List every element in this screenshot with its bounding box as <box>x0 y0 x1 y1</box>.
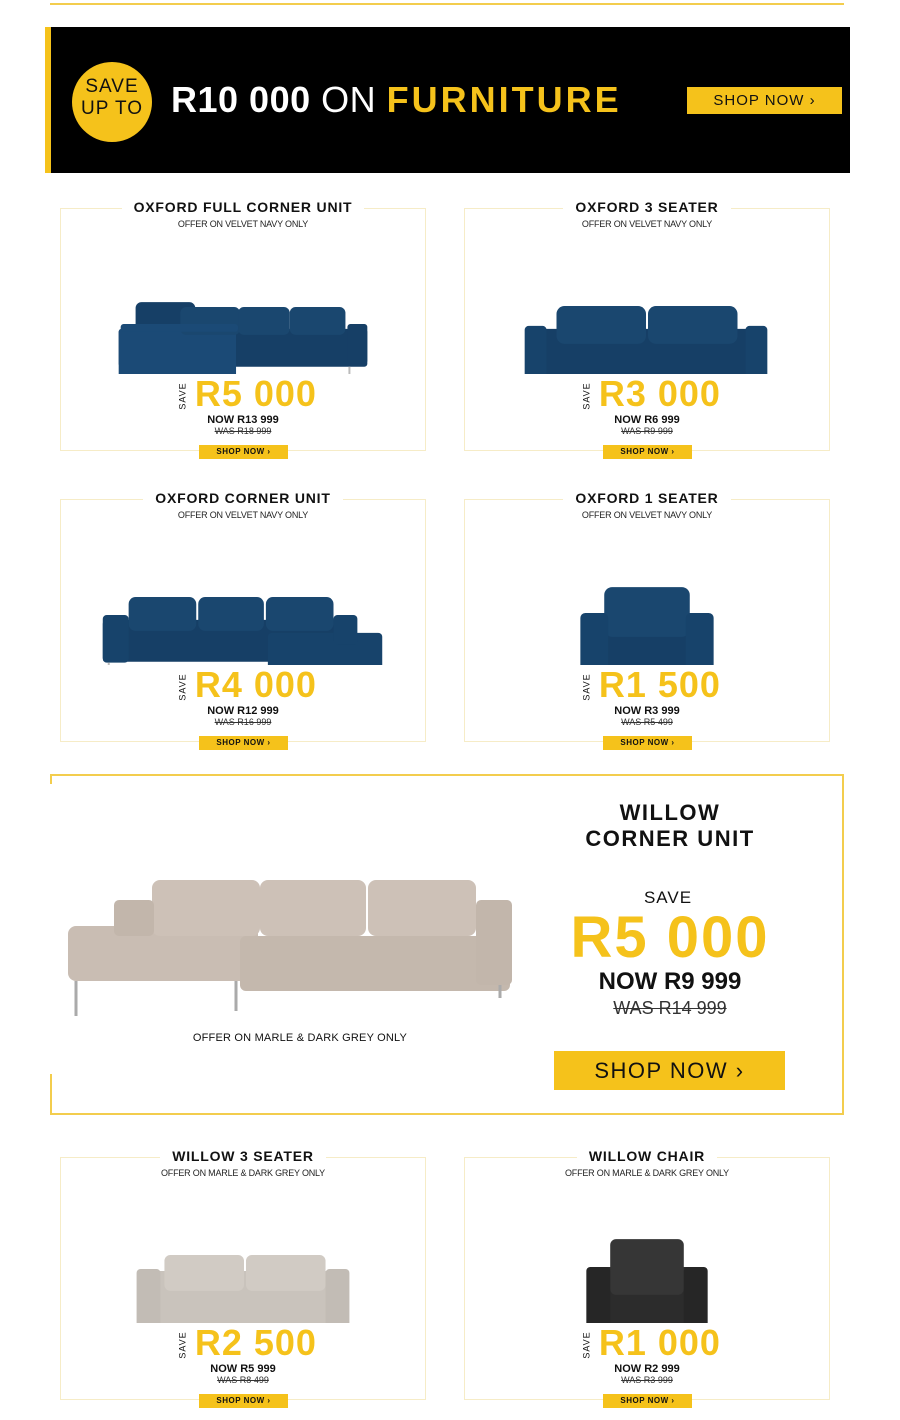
save-amount: R1 500 <box>598 664 721 705</box>
save-badge <box>72 62 152 142</box>
sofa-image[interactable] <box>61 545 425 665</box>
save-label: SAVE <box>177 673 188 701</box>
sofa-image[interactable] <box>61 1203 425 1323</box>
save-row <box>61 664 425 706</box>
save-amount: R1 000 <box>598 1322 721 1363</box>
top-divider <box>50 0 844 5</box>
product-offer-note: OFFER ON VELVET NAVY ONLY <box>177 219 309 229</box>
save-label: SAVE <box>177 382 188 410</box>
chair-image[interactable] <box>465 545 829 665</box>
was-price: WAS R5 499 <box>621 717 673 727</box>
banner-shop-now-button[interactable]: SHOP NOW › <box>687 87 842 114</box>
save-row <box>61 1322 425 1364</box>
save-amount: R2 500 <box>194 1322 317 1363</box>
product-card-willow-3-seater[interactable] <box>60 1148 426 1405</box>
product-card-willow-chair[interactable] <box>464 1148 830 1405</box>
product-offer-note: OFFER ON MARLE & DARK GREY ONLY <box>564 1168 729 1178</box>
badge-line-2: UP TO <box>80 98 144 119</box>
save-label: SAVE <box>177 1331 188 1359</box>
feature-offer-note: OFFER ON MARLE & DARK GREY ONLY <box>192 1032 408 1044</box>
now-price: NOW R5 999 <box>210 1363 276 1375</box>
product-title: WILLOW CHAIR <box>577 1148 717 1164</box>
was-price: WAS R8 499 <box>217 1375 269 1385</box>
chair-image[interactable] <box>465 1203 829 1323</box>
was-price: WAS R3 999 <box>621 1375 673 1385</box>
product-title: OXFORD 3 SEATER <box>563 199 730 215</box>
save-row <box>465 1322 829 1364</box>
save-amount: R5 000 <box>194 373 317 414</box>
banner-category: FURNITURE <box>386 79 622 120</box>
product-offer-note: OFFER ON MARLE & DARK GREY ONLY <box>160 1168 325 1178</box>
feature-now-price: NOW R9 999 <box>598 968 742 995</box>
feature-save-amount: R5 000 <box>570 905 770 970</box>
save-label: SAVE <box>581 382 592 410</box>
product-card-oxford-3-seater[interactable] <box>464 199 830 456</box>
product-offer-note: OFFER ON VELVET NAVY ONLY <box>177 510 309 520</box>
product-card-oxford-1-seater[interactable] <box>464 490 830 747</box>
save-label: SAVE <box>581 1331 592 1359</box>
feature-title-line-1: WILLOW <box>619 800 721 825</box>
now-price: NOW R2 999 <box>614 1363 680 1375</box>
shop-now-button[interactable]: SHOP NOW › <box>603 445 692 459</box>
save-amount: R4 000 <box>194 664 317 705</box>
banner-accent-strip <box>45 27 51 173</box>
product-card-oxford-corner[interactable] <box>60 490 426 747</box>
product-title: OXFORD 1 SEATER <box>563 490 730 506</box>
shop-now-button[interactable]: SHOP NOW › <box>603 1394 692 1408</box>
product-card-oxford-full-corner[interactable] <box>60 199 426 456</box>
shop-now-button[interactable]: SHOP NOW › <box>199 445 288 459</box>
was-price: WAS R18 999 <box>214 426 272 436</box>
shop-now-button[interactable]: SHOP NOW › <box>603 736 692 750</box>
sofa-image[interactable] <box>60 866 530 1016</box>
shop-now-button[interactable]: SHOP NOW › <box>199 1394 288 1408</box>
product-title: OXFORD FULL CORNER UNIT <box>122 199 365 215</box>
feature-title-line-2: CORNER UNIT <box>585 826 755 851</box>
feature-shop-now-button[interactable]: SHOP NOW › <box>554 1051 785 1090</box>
save-row <box>465 373 829 415</box>
product-title: WILLOW 3 SEATER <box>160 1148 326 1164</box>
now-price: NOW R3 999 <box>614 705 680 717</box>
save-amount: R3 000 <box>598 373 721 414</box>
feature-was-price: WAS R14 999 <box>613 998 727 1018</box>
feature-save-label: SAVE <box>643 888 693 907</box>
save-row <box>465 664 829 706</box>
promo-banner[interactable] <box>45 27 850 173</box>
feature-willow-corner-unit[interactable] <box>50 774 844 1115</box>
now-price: NOW R12 999 <box>207 705 279 717</box>
banner-on: ON <box>321 79 377 120</box>
badge-line-1: SAVE <box>85 76 139 97</box>
was-price: WAS R9 999 <box>621 426 673 436</box>
banner-amount: R10 000 <box>171 79 311 120</box>
save-label: SAVE <box>581 673 592 701</box>
now-price: NOW R13 999 <box>207 414 279 426</box>
shop-now-button[interactable]: SHOP NOW › <box>199 736 288 750</box>
sofa-image[interactable] <box>61 254 425 374</box>
was-price: WAS R16 999 <box>214 717 272 727</box>
product-title: OXFORD CORNER UNIT <box>143 490 342 506</box>
product-offer-note: OFFER ON VELVET NAVY ONLY <box>581 510 713 520</box>
now-price: NOW R6 999 <box>614 414 680 426</box>
save-row <box>61 373 425 415</box>
feature-title <box>570 800 770 852</box>
banner-headline <box>171 79 622 121</box>
sofa-image[interactable] <box>465 254 829 374</box>
product-offer-note: OFFER ON VELVET NAVY ONLY <box>581 219 713 229</box>
